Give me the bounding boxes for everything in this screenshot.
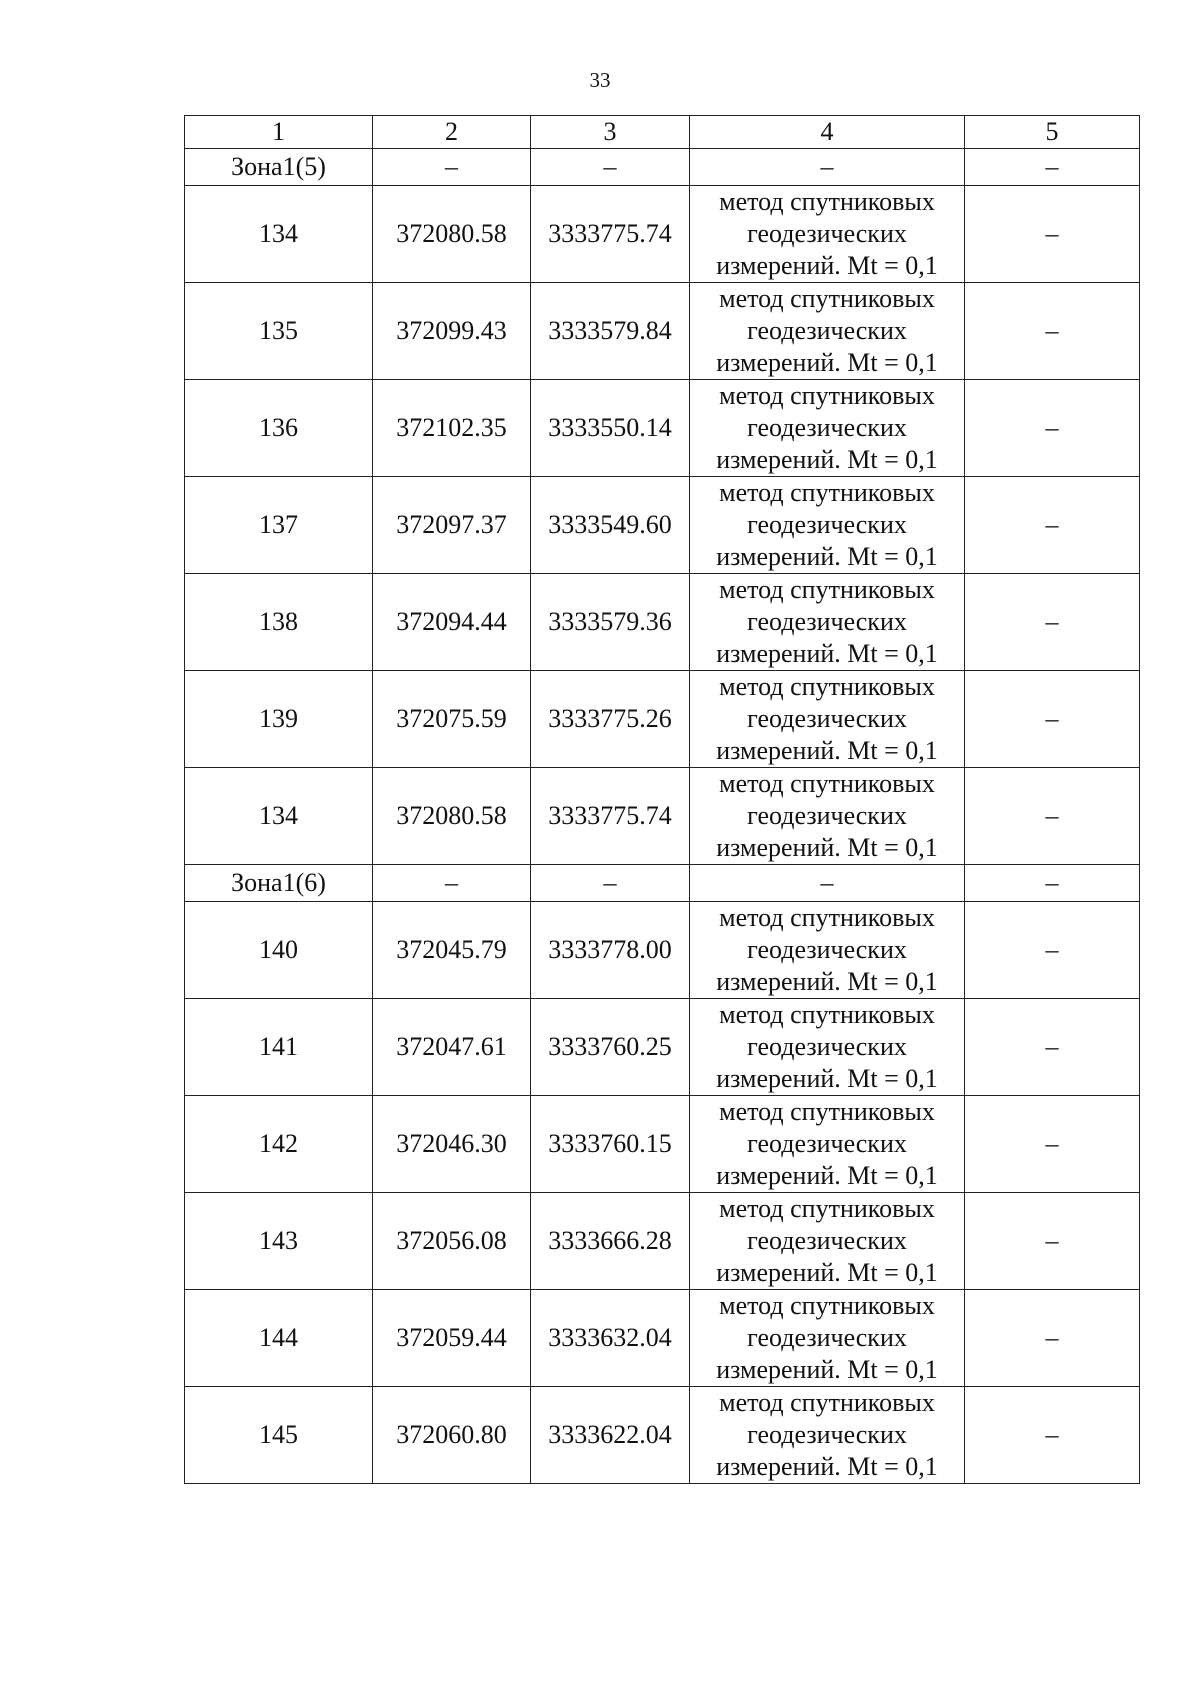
note-cell: –	[965, 1387, 1140, 1484]
y-coordinate-cell: 3333549.60	[531, 477, 690, 574]
header-cell-1: 1	[185, 116, 373, 149]
x-coordinate-cell: 372060.80	[373, 1387, 531, 1484]
y-coordinate-cell: 3333579.36	[531, 574, 690, 671]
header-cell-3: 3	[531, 116, 690, 149]
method-cell: –	[690, 865, 965, 902]
x-coordinate-cell: 372080.58	[373, 768, 531, 865]
table-row	[185, 671, 1140, 768]
y-coordinate-cell: 3333760.15	[531, 1096, 690, 1193]
table-row	[185, 768, 1140, 865]
point-number-cell: 144	[185, 1290, 373, 1387]
point-number-cell: 139	[185, 671, 373, 768]
note-cell: –	[965, 574, 1140, 671]
table-row	[185, 186, 1140, 283]
note-cell: –	[965, 477, 1140, 574]
table-row	[185, 999, 1140, 1096]
header-cell-4: 4	[690, 116, 965, 149]
method-cell: метод спутниковых геодезических измерений. Mt = 0,1	[690, 1387, 965, 1484]
point-number-cell: 143	[185, 1193, 373, 1290]
zone-label-cell: Зона1(5)	[185, 149, 373, 186]
point-number-cell: 134	[185, 768, 373, 865]
y-coordinate-cell: 3333775.74	[531, 186, 690, 283]
x-coordinate-cell: 372102.35	[373, 380, 531, 477]
method-cell: метод спутниковых геодезических измерений. Mt = 0,1	[690, 186, 965, 283]
method-cell: метод спутниковых геодезических измерений. Mt = 0,1	[690, 1193, 965, 1290]
method-cell: –	[690, 149, 965, 186]
method-cell: метод спутниковых геодезических измерений. Mt = 0,1	[690, 1096, 965, 1193]
x-coordinate-cell: 372080.58	[373, 186, 531, 283]
point-number-cell: 141	[185, 999, 373, 1096]
zone-label-cell: Зона1(6)	[185, 865, 373, 902]
note-cell: –	[965, 902, 1140, 999]
table-row	[185, 1387, 1140, 1484]
method-cell: метод спутниковых геодезических измерений. Mt = 0,1	[690, 283, 965, 380]
x-coordinate-cell: 372056.08	[373, 1193, 531, 1290]
y-coordinate-cell: 3333775.74	[531, 768, 690, 865]
note-cell: –	[965, 1096, 1140, 1193]
y-coordinate-cell: 3333778.00	[531, 902, 690, 999]
table-row	[185, 283, 1140, 380]
table-body	[185, 116, 1140, 1484]
y-coordinate-cell: 3333622.04	[531, 1387, 690, 1484]
table-row	[185, 1193, 1140, 1290]
note-cell: –	[965, 380, 1140, 477]
note-cell: –	[965, 768, 1140, 865]
note-cell: –	[965, 1193, 1140, 1290]
note-cell: –	[965, 865, 1140, 902]
x-coordinate-cell: 372099.43	[373, 283, 531, 380]
x-coordinate-cell: 372097.37	[373, 477, 531, 574]
table-row	[185, 574, 1140, 671]
method-cell: метод спутниковых геодезических измерений. Mt = 0,1	[690, 999, 965, 1096]
x-coordinate-cell: 372046.30	[373, 1096, 531, 1193]
note-cell: –	[965, 149, 1140, 186]
y-coordinate-cell: 3333632.04	[531, 1290, 690, 1387]
method-cell: метод спутниковых геодезических измерений. Mt = 0,1	[690, 574, 965, 671]
x-coordinate-cell: –	[373, 865, 531, 902]
x-coordinate-cell: 372075.59	[373, 671, 531, 768]
point-number-cell: 145	[185, 1387, 373, 1484]
y-coordinate-cell: 3333760.25	[531, 999, 690, 1096]
point-number-cell: 138	[185, 574, 373, 671]
note-cell: –	[965, 1290, 1140, 1387]
x-coordinate-cell: 372094.44	[373, 574, 531, 671]
method-cell: метод спутниковых геодезических измерений. Mt = 0,1	[690, 902, 965, 999]
header-cell-2: 2	[373, 116, 531, 149]
point-number-cell: 142	[185, 1096, 373, 1193]
table-header-row	[185, 116, 1140, 149]
point-number-cell: 134	[185, 186, 373, 283]
x-coordinate-cell: 372059.44	[373, 1290, 531, 1387]
table-row	[185, 1096, 1140, 1193]
y-coordinate-cell: 3333666.28	[531, 1193, 690, 1290]
zone-row	[185, 865, 1140, 902]
point-number-cell: 135	[185, 283, 373, 380]
method-cell: метод спутниковых геодезических измерений. Mt = 0,1	[690, 1290, 965, 1387]
page-number: 33	[589, 68, 611, 92]
y-coordinate-cell: –	[531, 149, 690, 186]
method-cell: метод спутниковых геодезических измерений. Mt = 0,1	[690, 671, 965, 768]
table-row	[185, 380, 1140, 477]
zone-row	[185, 149, 1140, 186]
x-coordinate-cell: –	[373, 149, 531, 186]
y-coordinate-cell: –	[531, 865, 690, 902]
point-number-cell: 137	[185, 477, 373, 574]
method-cell: метод спутниковых геодезических измерений. Mt = 0,1	[690, 768, 965, 865]
method-cell: метод спутниковых геодезических измерений. Mt = 0,1	[690, 380, 965, 477]
table-row	[185, 902, 1140, 999]
y-coordinate-cell: 3333550.14	[531, 380, 690, 477]
x-coordinate-cell: 372047.61	[373, 999, 531, 1096]
table-row	[185, 477, 1140, 574]
method-cell: метод спутниковых геодезических измерений. Mt = 0,1	[690, 477, 965, 574]
table-row	[185, 1290, 1140, 1387]
x-coordinate-cell: 372045.79	[373, 902, 531, 999]
note-cell: –	[965, 283, 1140, 380]
coordinates-table	[184, 115, 1140, 1484]
note-cell: –	[965, 186, 1140, 283]
header-cell-5: 5	[965, 116, 1140, 149]
note-cell: –	[965, 671, 1140, 768]
point-number-cell: 136	[185, 380, 373, 477]
note-cell: –	[965, 999, 1140, 1096]
point-number-cell: 140	[185, 902, 373, 999]
y-coordinate-cell: 3333579.84	[531, 283, 690, 380]
y-coordinate-cell: 3333775.26	[531, 671, 690, 768]
